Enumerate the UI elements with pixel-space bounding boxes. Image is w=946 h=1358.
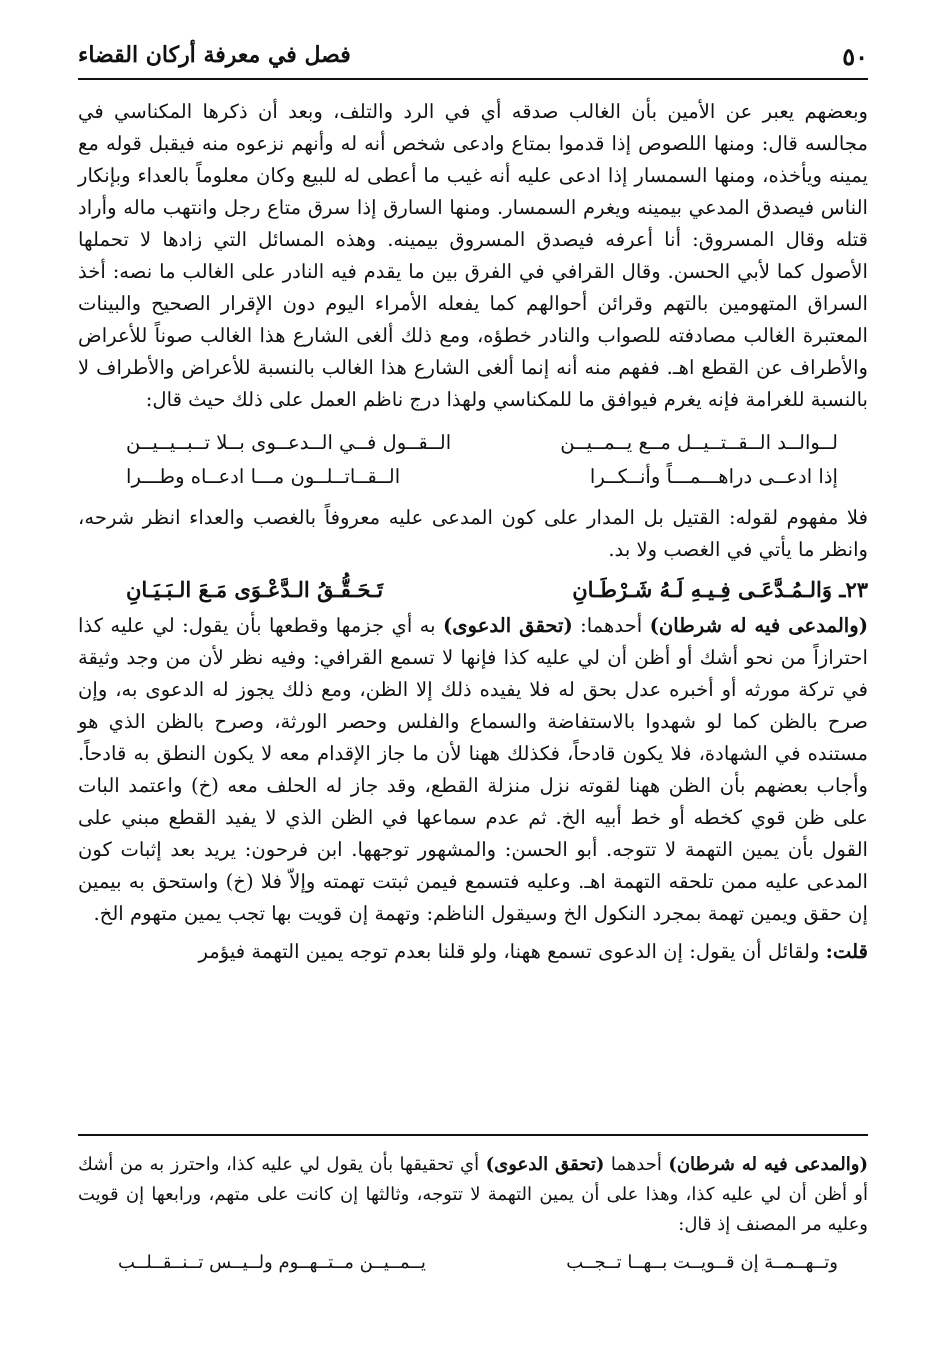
verse-1 [78,426,868,494]
verse-1-line-1-left: الــقــول فــي الــدعــوى بــلا تــبــيــيــن [126,431,452,454]
footnote-verse-right: وتــهــمــة إن قــويــت بــهــا تــجــب [566,1252,838,1273]
paragraph-3-lead-2: (تحقق الدعوى) [443,614,573,637]
paragraph-3 [78,610,868,930]
paragraph-1: وبعضهم يعبر عن الأمين بأن الغالب صدقه أي في الرد والتلف، وبعد أن ذكرها المكناسي في مجالسه قال: ومنها اللصوص إذا قدموا بمتاع وادعى شخص أنه له وأنهم نزعوه منه فيقبل قوله مع يمينه ويأخذه، ومنها السمسار إذا ادعى عليه أنه غيب ما أعطى له للبيع وكان معلوماً بالعداء وبإنكار الناس فيصدق المدعي بيمينه ويغرم السمسار. ومنها السارق إذا سرق متاع رجل وانتهب ماله وأراد قتله وقال المسروق: أنا أعرفه فيصدق المسروق بيمينه. وهذه المسائل التي زادها لا تحملها الأصول كما لأبي الحسن. وقال القرافي في الفرق بين ما يقدم فيه النادر على الغالب ما نصه: أخذ السراق المتهومين بالتهم وقرائن أحوالهم كما يفعله الأمراء اليوم دون الإقرار الصحيح والبينات المعتبرة الغالب مصادفته للصواب والنادر خطؤه، ومع ذلك ألغى الشارع هذا الغالب صوناً للأعراض والأطراف عن القطع اهـ. ففهم منه أنه إنما ألغى الشارع هذا الغالب بالنسبة للأعراض والأطراف لا بالنسبة للغرامة فإنه يغرم فيوافق ما للمكناسي ولهذا درج ناظم العمل على ذلك حيث قال: [78,100,869,411]
verse-1-line-2 [78,460,868,494]
verse-1-line-2-right: إذا ادعــى دراهـــمـــاً وأنــكــرا [589,465,838,488]
footnote-verse [78,1246,868,1280]
paragraph-4-body: ولقائل أن يقول: إن الدعوى تسمع ههنا، ولو قلنا بعدم توجه يمين التهمة فيؤمر [198,940,826,963]
paragraph-2: فلا مفهوم لقوله: القتيل بل المدار على كون المدعى عليه معروفاً بالغصب والعداء انظر شرحه، وانظر ما يأتي في الغصب ولا بد. [78,506,868,561]
footnote-verse-left: يــمــيــن مــتــهــوم ولــيــس تــنــقــلــب [118,1252,426,1273]
main-text [78,96,868,968]
footnote-paragraph [78,1150,868,1240]
page-header [78,38,868,80]
footnote-lead-1: (والمدعى فيه له شرطان) [668,1154,868,1175]
section-heading-left: تَـحَـقُّـقُ الـدَّعْـوَى مَـعَ الـبَـيَـانِ [126,577,384,602]
paragraph-3-lead: (والمدعى فيه له شرطان) [649,614,868,637]
section-heading-right: ٢٣ـ وَالـمُـدَّعَـى فِـيـهِ لَـهُ شَـرْطَـانِ [572,577,868,602]
verse-1-line-1 [78,426,868,460]
footnote-lead-2: (تحقق الدعوى) [485,1154,605,1175]
verse-1-line-1-right: لــوالــد الــقــتــيــل مــع يــمــيــن [560,431,838,454]
paragraph-4-lead: قلت: [825,940,868,963]
running-title: فصل في معرفة أركان القضاء [78,42,351,68]
footnote [78,1150,868,1280]
footnote-divider [78,1134,868,1136]
page-number: ٥٠ [842,42,868,71]
paragraph-4 [78,936,868,968]
paragraph-3-body: به أي جزمها وقطعها بأن يقول: لي عليه كذا احترازاً من نحو أشك أو أظن أن لي عليه كذا فإنها لا تسمع القرافي: وفيه نظر لأن من وجد وثيقة في تركة مورثه أو أخبره عدل بحق له فلا يفيده ذلك إلا الظن، ومع ذلك يجوز له الدعوى به، وإن صرح بالظن كما لو شهدوا بالاستفاضة والسماع والفلس وحصر الورثة، وصرح بالظن الذي هو مستنده في الشهادة، فلا يكون قادحاً، فكذلك ههنا لأن ما جاز الإقدام معه لا يكون النطق به قادحاً. وأجاب بعضهم بأن الظن ههنا لقوته نزل منزلة القطع، وقد جاز له الحلف معه (خ) واعتمد البات على ظن قوي كخطه أو خط أبيه الخ. ثم عدم سماعها في الظن الذي لا يفيد القطع مبني على القول بأن يمين التهمة لا تتوجه. أبو الحسن: والمشهور توجهها. ابن فرحون: يريد بعد إثبات كون المدعى عليه ممن تلحقه التهمة اهـ. وعليه فتسمع فيمن ثبتت تهمته وإلاّ فلا (خ) واستحق به بيمين إن حقق ويمين تهمة بمجرد النكول الخ وسيقول الناظم: وتهمة إن قويت بها تجب يمين متهوم الخ. [78,614,868,925]
section-heading [78,572,868,608]
paragraph-3-mid: أحدهما: [572,614,650,637]
footnote-body: أي تحقيقها بأن يقول لي عليه كذا، واحترز به من أشك أو أظن أن لي عليه كذا، وهذا على أن يمين التهمة لا تتوجه، وثالثها إن كانت على متهم، ورابعها إن قويت وعليه مر المصنف إذ قال: [78,1154,869,1235]
footnote-mid-1: أحدهما [604,1154,669,1175]
verse-1-line-2-left: الــقــاتــلــون مـــا ادعــاه وطـــرا [126,465,401,488]
